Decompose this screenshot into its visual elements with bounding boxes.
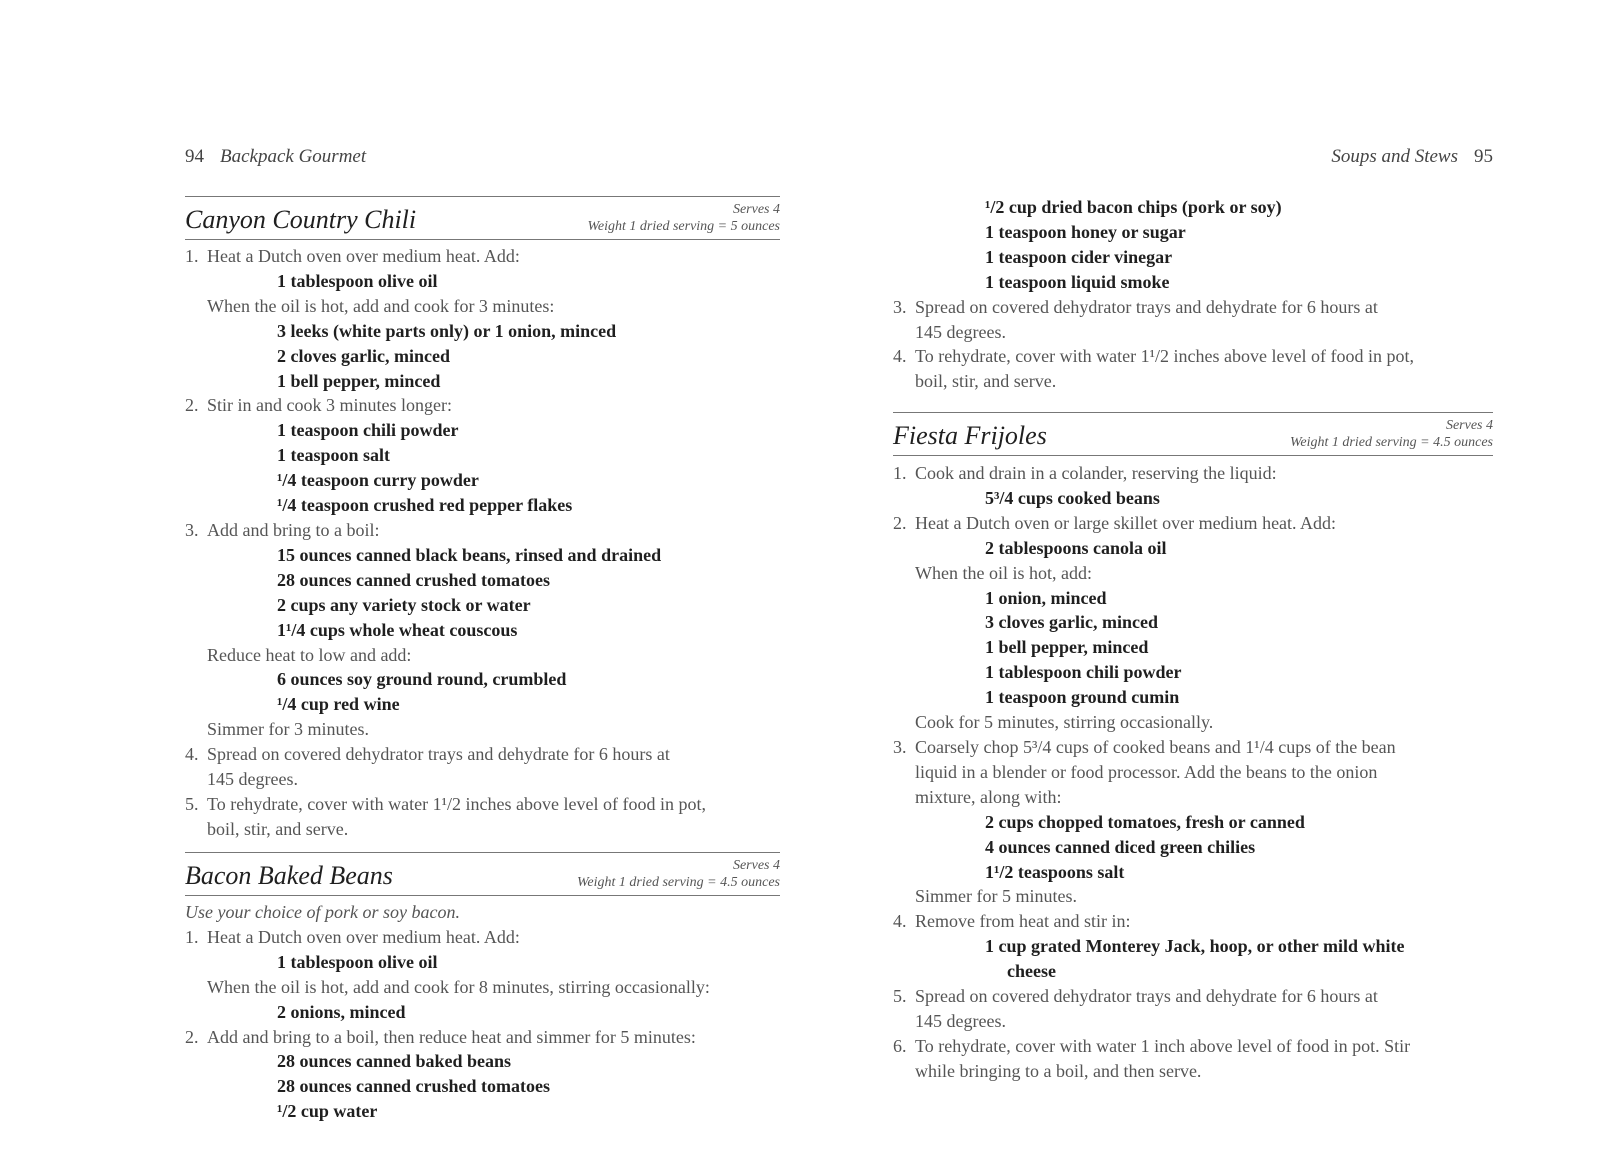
instruction: When the oil is hot, add:	[915, 562, 1092, 583]
weight-label: Weight 1 dried serving = 5 ounces	[587, 219, 780, 234]
step-1: 1. Heat a Dutch oven over medium heat. Add:	[185, 246, 520, 266]
ingredient: ¹/4 teaspoon curry powder	[277, 470, 479, 491]
ingredient: 1 cup grated Monterey Jack, hoop, or other mild white	[985, 936, 1405, 957]
instruction-continued: 145 degrees.	[207, 769, 298, 790]
right-running-head	[1331, 146, 1493, 168]
instruction-continued: boil, stir, and serve.	[207, 818, 349, 839]
ingredient: 1 teaspoon chili powder	[277, 420, 459, 441]
ingredient: 1 teaspoon salt	[277, 445, 391, 466]
ingredient: 6 ounces soy ground round, crumbled	[277, 669, 567, 690]
ingredient: 1 teaspoon liquid smoke	[985, 271, 1170, 292]
instruction: Simmer for 5 minutes.	[915, 886, 1077, 907]
ingredient: 1¹/2 teaspoons salt	[985, 861, 1125, 882]
step-6: 6. To rehydrate, cover with water 1 inch above level of food in pot. Stir	[893, 1035, 1411, 1056]
ingredient: 28 ounces canned crushed tomatoes	[277, 569, 550, 590]
instruction: When the oil is hot, add and cook for 8 minutes, stirring occasionally:	[207, 976, 710, 997]
ingredient: 28 ounces canned baked beans	[277, 1051, 512, 1072]
step-2: 2. Stir in and cook 3 minutes longer:	[185, 395, 452, 416]
ingredient: ¹/4 teaspoon crushed red pepper flakes	[277, 495, 573, 516]
ingredient: 5³/4 cups cooked beans	[985, 487, 1160, 508]
recipe-body-bacon-beans-continued	[893, 195, 1493, 394]
recipe-header-fiesta-frijoles	[893, 412, 1493, 456]
ingredient: 1 teaspoon cider vinegar	[985, 246, 1173, 267]
ingredient: ¹/4 cup red wine	[277, 694, 400, 715]
ingredient: 2 cloves garlic, minced	[277, 345, 450, 366]
ingredient: 1 bell pepper, minced	[985, 637, 1149, 658]
step-1: 1. Heat a Dutch oven over medium heat. Add:	[185, 926, 520, 947]
recipe-body-bacon-beans	[185, 900, 780, 1124]
step-5: 5. Spread on covered dehydrator trays and dehydrate for 6 hours at	[893, 986, 1378, 1007]
instruction-continued: liquid in a blender or food processor. Add the beans to the onion	[915, 761, 1378, 782]
instruction: Cook for 5 minutes, stirring occasionally.	[915, 712, 1214, 733]
ingredient: 1 tablespoon olive oil	[277, 951, 438, 972]
step-3: 3. Spread on covered dehydrator trays and dehydrate for 6 hours at	[893, 296, 1378, 317]
recipe-body-canyon-chili	[185, 244, 780, 842]
ingredient: 1 tablespoon olive oil	[277, 270, 438, 291]
ingredient: 4 ounces canned diced green chilies	[985, 836, 1256, 857]
weight-label: Weight 1 dried serving = 4.5 ounces	[577, 875, 780, 890]
instruction: Reduce heat to low and add:	[207, 644, 412, 665]
instruction-continued: boil, stir, and serve.	[915, 371, 1057, 392]
chapter-title: Soups and Stews	[1331, 146, 1458, 167]
step-3: 3. Coarsely chop 5³/4 cups of cooked beans and 1¹/4 cups of the bean	[893, 736, 1396, 757]
serves-label: Serves 4	[732, 858, 780, 873]
step-2: 2. Add and bring to a boil, then reduce heat and simmer for 5 minutes:	[185, 1026, 696, 1047]
recipe-title: Fiesta Frijoles	[893, 421, 1047, 450]
recipe-meta	[1290, 417, 1493, 451]
recipe-meta	[577, 857, 780, 891]
ingredient: 2 cups any variety stock or water	[277, 594, 531, 615]
step-4: 4. To rehydrate, cover with water 1¹/2 inches above level of food in pot,	[893, 346, 1414, 367]
step-2: 2. Heat a Dutch oven or large skillet over medium heat. Add:	[893, 512, 1337, 533]
recipe-header-canyon-chili	[185, 196, 780, 240]
ingredient: 15 ounces canned black beans, rinsed and drained	[277, 544, 662, 565]
ingredient-continued: cheese	[1007, 961, 1056, 982]
serves-label: Serves 4	[732, 202, 780, 217]
weight-label: Weight 1 dried serving = 4.5 ounces	[1290, 435, 1493, 450]
step-3: 3. Add and bring to a boil:	[185, 519, 380, 540]
step-4: 4. Remove from heat and stir in:	[893, 911, 1131, 932]
recipe-body-fiesta-frijoles	[893, 461, 1493, 1084]
instruction: When the oil is hot, add and cook for 3 minutes:	[207, 295, 555, 316]
recipe-title: Canyon Country Chili	[185, 205, 417, 234]
ingredient: 1 bell pepper, minced	[277, 370, 441, 391]
book-title: Backpack Gourmet	[220, 146, 367, 167]
ingredient: ¹/2 cup dried bacon chips (pork or soy)	[985, 197, 1282, 217]
ingredient: 1 teaspoon honey or sugar	[985, 221, 1186, 242]
ingredient: 3 cloves garlic, minced	[985, 612, 1158, 633]
instruction-continued: 145 degrees.	[915, 1010, 1006, 1031]
ingredient: 28 ounces canned crushed tomatoes	[277, 1076, 550, 1097]
ingredient: 2 cups chopped tomatoes, fresh or canned	[985, 811, 1305, 832]
left-running-head	[185, 146, 366, 168]
page-number-right: 95	[1474, 146, 1493, 167]
step-4: 4. Spread on covered dehydrator trays and dehydrate for 6 hours at	[185, 744, 670, 765]
recipe-title: Bacon Baked Beans	[185, 861, 393, 890]
ingredient: 1 teaspoon ground cumin	[985, 687, 1180, 708]
ingredient: 1 onion, minced	[985, 587, 1107, 608]
instruction-continued: while bringing to a boil, and then serve.	[915, 1060, 1202, 1081]
step-1: 1. Cook and drain in a colander, reserving the liquid:	[893, 463, 1277, 483]
ingredient: ¹/2 cup water	[277, 1101, 378, 1122]
ingredient: 1¹/4 cups whole wheat couscous	[277, 619, 518, 640]
ingredient: 2 onions, minced	[277, 1001, 406, 1022]
ingredient: 3 leeks (white parts only) or 1 onion, minced	[277, 320, 617, 341]
ingredient: 2 tablespoons canola oil	[985, 537, 1167, 558]
instruction-continued: mixture, along with:	[915, 786, 1062, 807]
page-number-left: 94	[185, 146, 204, 167]
serves-label: Serves 4	[1445, 418, 1493, 433]
instruction: Simmer for 3 minutes.	[207, 719, 369, 740]
recipe-meta	[588, 201, 780, 235]
recipe-note: Use your choice of pork or soy bacon.	[185, 902, 460, 922]
recipe-header-bacon-beans	[185, 852, 780, 896]
instruction-continued: 145 degrees.	[915, 321, 1006, 342]
step-5: 5. To rehydrate, cover with water 1¹/2 inches above level of food in pot,	[185, 793, 706, 814]
ingredient: 1 tablespoon chili powder	[985, 662, 1182, 683]
